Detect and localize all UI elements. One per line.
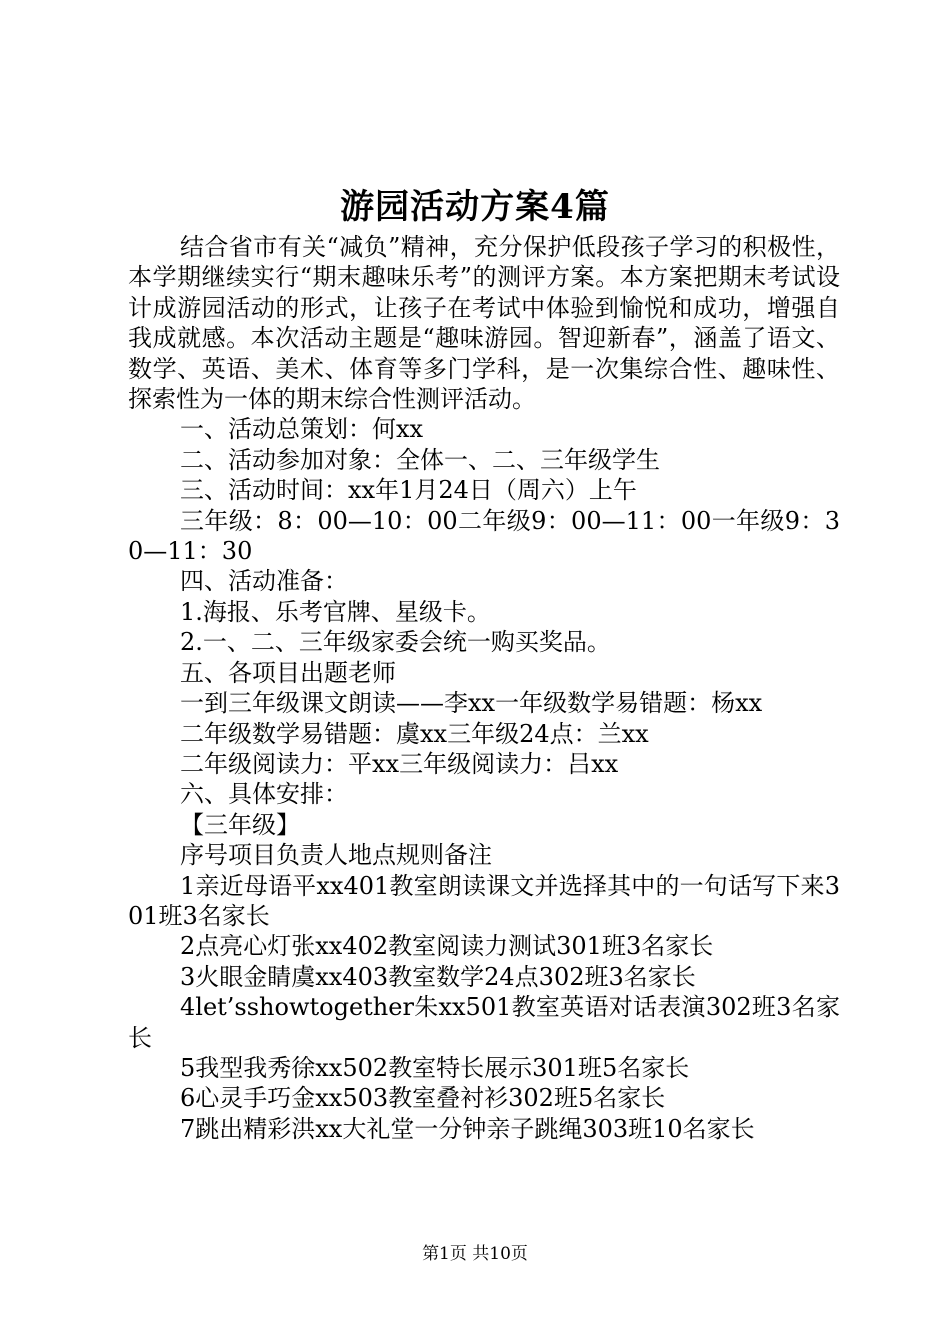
paragraph-item-6: 6心灵手巧金xx503教室叠衬衫302班5名家长 [180, 1084, 666, 1113]
paragraph-item-2: 2点亮心灯张xx402教室阅读力测试301班3名家长 [180, 932, 714, 961]
paragraph-preparation-2: 2.一、二、三年级家委会统一购买奖品。 [180, 628, 611, 657]
paragraph-item-4: 4let’sshowtogether朱xx501教室英语对话表演302班3名家长 [128, 993, 840, 1052]
paragraph-preparation-heading: 四、活动准备： [180, 567, 348, 596]
paragraph-participants: 二、活动参加对象：全体一、二、三年级学生 [180, 445, 660, 474]
paragraph-item-3: 3火眼金睛虞xx403教室数学24点302班3名家长 [180, 962, 696, 991]
paragraph-intro: 结合省市有关“减负”精神，充分保护低段孩子学习的积极性，本学期继续实行“期末趣味乐考”的测评方案。本方案把期末考试设计成游园活动的形式，让孩子在考试中体验到愉悦和成功，增强自我成就感。本次活动主题是“趣味游园。智迎新春”，涵盖了语文、数学、英语、美术、体育等多门学科，是一次集综合性、趣味性、探索性为一体的期末综合性测评活动。 [128, 233, 840, 414]
paragraph-time: 三、活动时间：xx年1月24日（周六）上午 [180, 476, 637, 505]
paragraph-item-5: 5我型我秀徐xx502教室特长展示301班5名家长 [180, 1053, 690, 1082]
paragraph-teachers-1: 一到三年级课文朗读——李xx一年级数学易错题：杨xx [180, 689, 763, 718]
paragraph-teachers-heading: 五、各项目出题老师 [180, 658, 396, 687]
paragraph-preparation-1: 1.海报、乐考官牌、星级卡。 [180, 597, 491, 626]
document-body [128, 232, 840, 1144]
paragraph-planner: 一、活动总策划：何xx [180, 415, 424, 444]
document-title: 游园活动方案4篇 [340, 187, 610, 227]
paragraph-teachers-3: 二年级阅读力：平xx三年级阅读力：吕xx [180, 749, 619, 778]
paragraph-table-header: 序号项目负责人地点规则备注 [180, 841, 492, 870]
paragraph-arrangement-heading: 六、具体安排： [180, 780, 348, 809]
paragraph-item-1: 1亲近母语平xx401教室朗读课文并选择其中的一句话写下来301班3名家长 [128, 871, 840, 930]
page-footer: 第1页 共10页 [422, 1244, 528, 1264]
paragraph-item-7: 7跳出精彩洪xx大礼堂一分钟亲子跳绳303班10名家长 [180, 1114, 755, 1143]
paragraph-grade-three: 【三年级】 [180, 810, 300, 839]
paragraph-schedule: 三年级：8：00—10：00二年级9：00—11：00一年级9：30—11：30 [128, 506, 840, 566]
paragraph-teachers-2: 二年级数学易错题：虞xx三年级24点：兰xx [180, 719, 649, 748]
